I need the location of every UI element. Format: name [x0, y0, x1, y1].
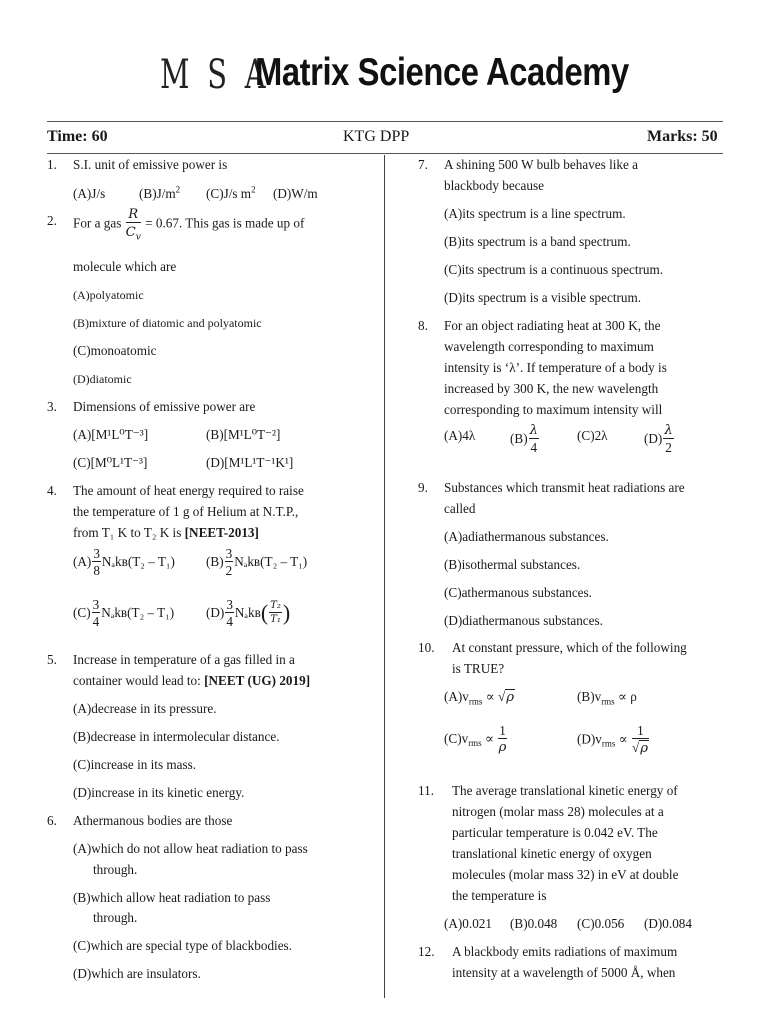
q5-option-b: (B)decrease in intermolecular distance.: [73, 729, 280, 744]
header-bottom-rule: [47, 153, 723, 154]
q11-option-c: (C)0.056: [577, 916, 625, 931]
q5-option-a: (A)decrease in its pressure.: [73, 701, 217, 716]
time-label: Time: 60: [47, 128, 108, 145]
q1-option-d: (D)W/m: [273, 186, 318, 201]
q2-ratio-fraction: $\frac{R}{C_v}$: [125, 207, 141, 243]
q9-option-b: (B)isothermal substances.: [444, 557, 581, 572]
q11-text-line2: nitrogen (molar mass 28) molecules at a: [452, 804, 664, 819]
header-top-rule: [47, 121, 723, 122]
q3-number: 3.: [47, 399, 57, 414]
marks-label: Marks: 50: [647, 128, 718, 145]
q7-text-line2: blackbody because: [444, 178, 544, 193]
q6-number: 6.: [47, 813, 57, 828]
paper-title: KTG DPP: [343, 128, 410, 145]
q1-text: S.I. unit of emissive power is: [73, 157, 228, 172]
q8-option-c: (C)2λ: [577, 428, 608, 443]
q1-option-a: (A)J/s: [73, 186, 106, 201]
q7-option-c: (C)its spectrum is a continuous spectrum.: [444, 262, 664, 277]
q8-text-line5: corresponding to maximum intensity will: [444, 402, 663, 417]
q6-option-a: (A)which do not allow heat radiation to pass: [73, 841, 308, 856]
q9-option-c: (C)athermanous substances.: [444, 585, 592, 600]
q6-option-a-cont: through.: [93, 862, 138, 877]
q11-option-a: (A)0.021: [444, 916, 492, 931]
q6-option-d: (D)which are insulators.: [73, 966, 201, 981]
q3-option-a: (A)[M¹L⁰T⁻³]: [73, 427, 149, 442]
q5-number: 5.: [47, 652, 57, 667]
q11-text-line5: molecules (molar mass 32) in eV at double: [452, 867, 679, 882]
academy-name: Matrix Science Academy: [255, 51, 629, 94]
q5-option-c: (C)increase in its mass.: [73, 757, 197, 772]
q3-option-b: (B)[M¹L⁰T⁻²]: [206, 427, 281, 442]
academy-logo-letters: M S A: [160, 52, 270, 98]
q11-option-b: (B)0.048: [510, 916, 558, 931]
q7-number: 7.: [418, 157, 428, 172]
q4-option-d: (D) $\frac{3}{4}$ Nₐkʙ( $\frac{\text{T₂}}{\text{T₁}}$ ): [206, 597, 291, 630]
q10-option-a: $(A)v_{rms} \propto √\rho$: [444, 689, 514, 707]
q8-text-line1: For an object radiating heat at 300 K, the: [444, 318, 661, 333]
q4-text-line1: The amount of heat energy required to raise: [73, 483, 304, 498]
q2-text: For a gas $\frac{R}{C_v}$ = 0.67. This gas is made up of: [73, 207, 305, 243]
q5-text-line1: Increase in temperature of a gas filled in a: [73, 652, 295, 667]
q7-option-d: (D)its spectrum is a visible spectrum.: [444, 290, 642, 305]
q10-option-b: $(B)v_{rms} \propto \rho$: [577, 689, 637, 707]
q7-option-a: (A)its spectrum is a line spectrum.: [444, 206, 626, 221]
q2-option-c: (C)monoatomic: [73, 343, 157, 358]
q8-option-a: (A)4λ: [444, 428, 476, 443]
q1-option-c: (C)J/s $m^2$: [206, 184, 256, 201]
q10-number: 10.: [418, 640, 435, 655]
q10-option-d: $(D)v_{rms}$ ∝ $\frac{1}{√\rho}$: [577, 723, 648, 757]
q1-number: 1.: [47, 157, 57, 172]
q10-option-c: $(C)v_{rms}$ ∝ $\frac{1}{\rho}$: [444, 723, 507, 756]
q11-text-line6: the temperature is: [452, 888, 547, 903]
q12-text-line2: intensity at a wavelength of 5000 Å, when: [452, 965, 676, 980]
q6-option-b: (B)which allow heat radiation to pass: [73, 890, 271, 905]
q7-option-b: (B)its spectrum is a band spectrum.: [444, 234, 631, 249]
q9-text-line2: called: [444, 501, 476, 516]
column-divider: [384, 155, 385, 998]
q6-option-b-cont: through.: [93, 910, 138, 925]
q5-option-d: (D)increase in its kinetic energy.: [73, 785, 245, 800]
q4-option-a: (A) $\frac{3}{8}$ Nₐkʙ(T₂ – T₁): [73, 546, 175, 579]
q8-number: 8.: [418, 318, 428, 333]
q9-number: 9.: [418, 480, 428, 495]
q2-text-line2: molecule which are: [73, 259, 177, 274]
q10-text-line1: At constant pressure, which of the following: [452, 640, 687, 655]
q10-text-line2: is TRUE?: [452, 661, 505, 676]
q2-option-a: (A)polyatomic: [73, 288, 144, 302]
q8-option-b: (B) $\frac{\lambda}{4}$: [510, 423, 538, 456]
q1-option-b: $(B)J/m^2$: [139, 184, 181, 201]
q12-number: 12.: [418, 944, 435, 959]
q3-option-d: (D)[M¹L¹T⁻¹K¹]: [206, 455, 294, 470]
q11-text-line4: translational kinetic energy of oxygen: [452, 846, 652, 861]
q8-text-line2: wavelength corresponding to maximum: [444, 339, 654, 354]
q4-option-b: (B) $\frac{3}{2}$ Nₐkʙ(T₂ – T₁): [206, 546, 308, 579]
q3-text: Dimensions of emissive power are: [73, 399, 256, 414]
q11-number: 11.: [418, 783, 434, 798]
q8-text-line3: intensity is ‘λ’. If temperature of a body is: [444, 360, 667, 375]
q11-text-line1: The average translational kinetic energy of: [452, 783, 678, 798]
q5-text-line2: container would lead to: [NEET (UG) 2019]: [73, 673, 311, 688]
q6-text: Athermanous bodies are those: [73, 813, 233, 828]
q2-option-d: (D)diatomic: [73, 372, 132, 386]
q11-text-line3: particular temperature is 0.042 eV. The: [452, 825, 658, 840]
q9-option-a: (A)adiathermanous substances.: [444, 529, 609, 544]
q12-text-line1: A blackbody emits radiations of maximum: [452, 944, 678, 959]
q4-text-line2: the temperature of 1 g of Helium at N.T.P.,: [73, 504, 299, 519]
q2-number: 2.: [47, 213, 57, 228]
q7-text-line1: A shining 500 W bulb behaves like a: [444, 157, 639, 172]
q4-number: 4.: [47, 483, 57, 498]
q9-option-d: (D)diathermanous substances.: [444, 613, 603, 628]
q8-text-line4: increased by 300 K, the new wavelength: [444, 381, 659, 396]
q6-option-c: (C)which are special type of blackbodies.: [73, 938, 292, 953]
q11-option-d: (D)0.084: [644, 916, 692, 931]
q4-text-line3: from T₁ K to T₂ K is [NEET-2013]: [73, 525, 259, 540]
q8-option-d: (D) $\frac{\lambda}{2}$: [644, 423, 673, 456]
q4-option-c: (C) $\frac{3}{4}$ Nₐkʙ(T₂ – T₁): [73, 597, 175, 630]
q3-option-c: (C)[M⁰L¹T⁻³]: [73, 455, 148, 470]
q9-text-line1: Substances which transmit heat radiations are: [444, 480, 685, 495]
q2-option-b: (B)mixture of diatomic and polyatomic: [73, 316, 262, 330]
